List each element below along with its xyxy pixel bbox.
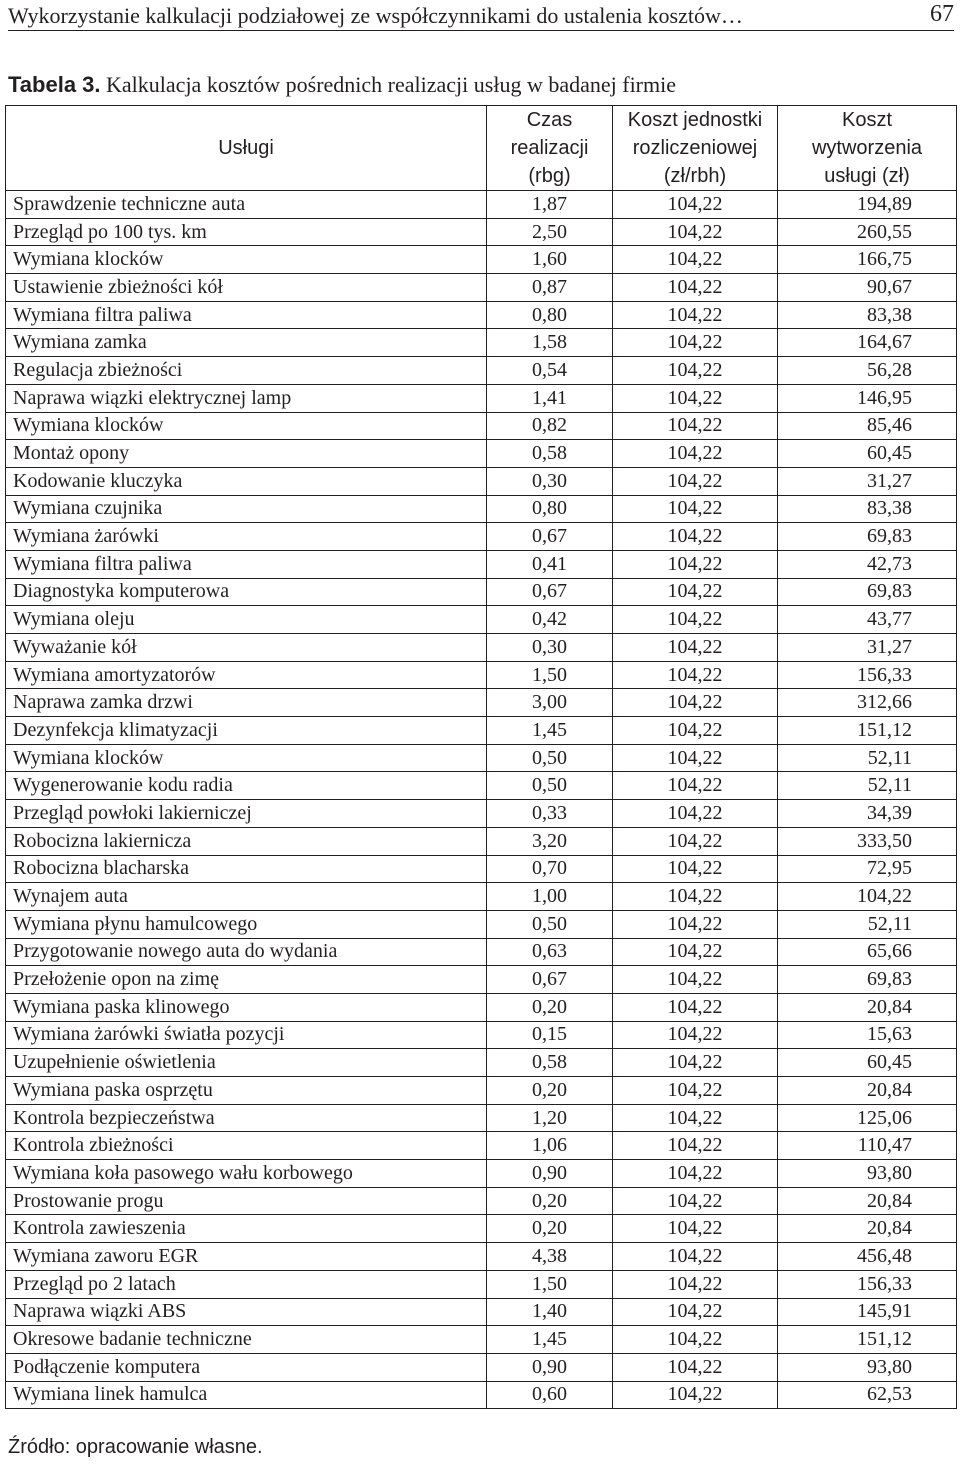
unit-cost-cell: 104,22 xyxy=(613,440,778,468)
time-cell: 1,87 xyxy=(487,191,613,219)
table-row xyxy=(6,578,957,606)
service-name-cell: Okresowe badanie techniczne xyxy=(6,1326,487,1354)
production-cost-cell: 69,83 xyxy=(778,966,957,994)
service-name-cell: Dezynfekcja klimatyzacji xyxy=(6,717,487,745)
production-cost-cell: 156,33 xyxy=(778,661,957,689)
unit-cost-cell: 104,22 xyxy=(613,1243,778,1271)
table-caption-label: Tabela 3. xyxy=(8,72,101,97)
time-cell: 0,58 xyxy=(487,1049,613,1077)
service-name-cell: Wymiana filtra paliwa xyxy=(6,550,487,578)
production-cost-cell: 20,84 xyxy=(778,1215,957,1243)
unit-cost-cell: 104,22 xyxy=(613,246,778,274)
table-row xyxy=(6,218,957,246)
production-cost-cell: 43,77 xyxy=(778,606,957,634)
table-row xyxy=(6,384,957,412)
production-cost-cell: 34,39 xyxy=(778,800,957,828)
table-row xyxy=(6,412,957,440)
service-name-cell: Wymiana filtra paliwa xyxy=(6,301,487,329)
service-name-cell: Regulacja zbieżności xyxy=(6,357,487,385)
table-header-row xyxy=(6,106,957,191)
unit-cost-cell: 104,22 xyxy=(613,772,778,800)
production-cost-cell: 15,63 xyxy=(778,1021,957,1049)
table-row xyxy=(6,938,957,966)
header-services: Usługi xyxy=(6,106,487,191)
service-name-cell: Kontrola bezpieczeństwa xyxy=(6,1104,487,1132)
unit-cost-cell: 104,22 xyxy=(613,1104,778,1132)
production-cost-cell: 69,83 xyxy=(778,578,957,606)
time-cell: 0,50 xyxy=(487,744,613,772)
unit-cost-cell: 104,22 xyxy=(613,384,778,412)
table-row xyxy=(6,634,957,662)
service-name-cell: Montaż opony xyxy=(6,440,487,468)
time-cell: 0,90 xyxy=(487,1160,613,1188)
table-row xyxy=(6,440,957,468)
production-cost-cell: 85,46 xyxy=(778,412,957,440)
service-name-cell: Przegląd po 2 latach xyxy=(6,1270,487,1298)
unit-cost-cell: 104,22 xyxy=(613,993,778,1021)
service-name-cell: Uzupełnienie oświetlenia xyxy=(6,1049,487,1077)
table-row xyxy=(6,827,957,855)
table-caption xyxy=(8,72,676,98)
service-name-cell: Przegląd powłoki lakierniczej xyxy=(6,800,487,828)
time-cell: 1,41 xyxy=(487,384,613,412)
time-cell: 0,90 xyxy=(487,1353,613,1381)
service-name-cell: Przegląd po 100 tys. km xyxy=(6,218,487,246)
production-cost-cell: 83,38 xyxy=(778,301,957,329)
time-cell: 0,63 xyxy=(487,938,613,966)
production-cost-cell: 52,11 xyxy=(778,910,957,938)
unit-cost-cell: 104,22 xyxy=(613,412,778,440)
time-cell: 1,50 xyxy=(487,661,613,689)
service-name-cell: Naprawa wiązki elektrycznej lamp xyxy=(6,384,487,412)
table-row xyxy=(6,966,957,994)
service-name-cell: Wymiana klocków xyxy=(6,246,487,274)
cost-table xyxy=(5,105,957,1409)
table-row xyxy=(6,1049,957,1077)
production-cost-cell: 166,75 xyxy=(778,246,957,274)
production-cost-cell: 260,55 xyxy=(778,218,957,246)
service-name-cell: Diagnostyka komputerowa xyxy=(6,578,487,606)
time-cell: 0,60 xyxy=(487,1381,613,1409)
unit-cost-cell: 104,22 xyxy=(613,1077,778,1105)
time-cell: 0,67 xyxy=(487,578,613,606)
production-cost-cell: 69,83 xyxy=(778,523,957,551)
table-row xyxy=(6,1326,957,1354)
service-name-cell: Podłączenie komputera xyxy=(6,1353,487,1381)
unit-cost-cell: 104,22 xyxy=(613,329,778,357)
unit-cost-cell: 104,22 xyxy=(613,938,778,966)
header-time: Czas realizacji (rbg) xyxy=(487,106,613,191)
service-name-cell: Naprawa zamka drzwi xyxy=(6,689,487,717)
service-name-cell: Wymiana czujnika xyxy=(6,495,487,523)
production-cost-cell: 312,66 xyxy=(778,689,957,717)
service-name-cell: Przełożenie opon na zimę xyxy=(6,966,487,994)
production-cost-cell: 62,53 xyxy=(778,1381,957,1409)
unit-cost-cell: 104,22 xyxy=(613,1049,778,1077)
time-cell: 1,60 xyxy=(487,246,613,274)
table-row xyxy=(6,744,957,772)
table-row xyxy=(6,329,957,357)
unit-cost-cell: 104,22 xyxy=(613,717,778,745)
table-row xyxy=(6,800,957,828)
service-name-cell: Naprawa wiązki ABS xyxy=(6,1298,487,1326)
time-cell: 4,38 xyxy=(487,1243,613,1271)
table-row xyxy=(6,301,957,329)
time-cell: 0,20 xyxy=(487,993,613,1021)
time-cell: 0,58 xyxy=(487,440,613,468)
unit-cost-cell: 104,22 xyxy=(613,855,778,883)
unit-cost-cell: 104,22 xyxy=(613,883,778,911)
unit-cost-cell: 104,22 xyxy=(613,550,778,578)
time-cell: 0,20 xyxy=(487,1187,613,1215)
table-row xyxy=(6,467,957,495)
unit-cost-cell: 104,22 xyxy=(613,1326,778,1354)
production-cost-cell: 42,73 xyxy=(778,550,957,578)
table-row xyxy=(6,1021,957,1049)
time-cell: 0,42 xyxy=(487,606,613,634)
time-cell: 0,87 xyxy=(487,274,613,302)
unit-cost-cell: 104,22 xyxy=(613,661,778,689)
service-name-cell: Wygenerowanie kodu radia xyxy=(6,772,487,800)
unit-cost-cell: 104,22 xyxy=(613,1270,778,1298)
service-name-cell: Wymiana płynu hamulcowego xyxy=(6,910,487,938)
time-cell: 0,33 xyxy=(487,800,613,828)
table-row xyxy=(6,1077,957,1105)
unit-cost-cell: 104,22 xyxy=(613,1353,778,1381)
time-cell: 3,00 xyxy=(487,689,613,717)
production-cost-cell: 151,12 xyxy=(778,1326,957,1354)
time-cell: 0,20 xyxy=(487,1077,613,1105)
production-cost-cell: 52,11 xyxy=(778,744,957,772)
unit-cost-cell: 104,22 xyxy=(613,523,778,551)
time-cell: 1,50 xyxy=(487,1270,613,1298)
table-row xyxy=(6,191,957,219)
production-cost-cell: 20,84 xyxy=(778,1187,957,1215)
service-name-cell: Kodowanie kluczyka xyxy=(6,467,487,495)
service-name-cell: Wymiana paska klinowego xyxy=(6,993,487,1021)
service-name-cell: Prostowanie progu xyxy=(6,1187,487,1215)
time-cell: 0,20 xyxy=(487,1215,613,1243)
table-row xyxy=(6,1243,957,1271)
table-row xyxy=(6,246,957,274)
service-name-cell: Wymiana klocków xyxy=(6,412,487,440)
table-row xyxy=(6,1353,957,1381)
service-name-cell: Wymiana klocków xyxy=(6,744,487,772)
production-cost-cell: 60,45 xyxy=(778,1049,957,1077)
unit-cost-cell: 104,22 xyxy=(613,1132,778,1160)
service-name-cell: Kontrola zbieżności xyxy=(6,1132,487,1160)
table-row xyxy=(6,883,957,911)
table-row xyxy=(6,1132,957,1160)
table-row xyxy=(6,1187,957,1215)
time-cell: 0,50 xyxy=(487,910,613,938)
unit-cost-cell: 104,22 xyxy=(613,1160,778,1188)
production-cost-cell: 20,84 xyxy=(778,993,957,1021)
unit-cost-cell: 104,22 xyxy=(613,1298,778,1326)
running-header xyxy=(8,0,954,31)
production-cost-cell: 164,67 xyxy=(778,329,957,357)
table-row xyxy=(6,689,957,717)
unit-cost-cell: 104,22 xyxy=(613,357,778,385)
time-cell: 2,50 xyxy=(487,218,613,246)
time-cell: 0,15 xyxy=(487,1021,613,1049)
table-row xyxy=(6,1104,957,1132)
table-row xyxy=(6,910,957,938)
table-row xyxy=(6,772,957,800)
time-cell: 0,80 xyxy=(487,301,613,329)
header-unit-cost: Koszt jednostki rozliczeniowej (zł/rbh) xyxy=(613,106,778,191)
unit-cost-cell: 104,22 xyxy=(613,301,778,329)
time-cell: 0,50 xyxy=(487,772,613,800)
time-cell: 0,80 xyxy=(487,495,613,523)
production-cost-cell: 83,38 xyxy=(778,495,957,523)
source-note: Źródło: opracowanie własne. xyxy=(8,1436,263,1458)
table-row xyxy=(6,495,957,523)
service-name-cell: Wymiana linek hamulca xyxy=(6,1381,487,1409)
table-row xyxy=(6,550,957,578)
service-name-cell: Wymiana koła pasowego wału korbowego xyxy=(6,1160,487,1188)
table-row xyxy=(6,274,957,302)
service-name-cell: Kontrola zawieszenia xyxy=(6,1215,487,1243)
table-row xyxy=(6,1160,957,1188)
service-name-cell: Wynajem auta xyxy=(6,883,487,911)
unit-cost-cell: 104,22 xyxy=(613,689,778,717)
time-cell: 0,70 xyxy=(487,855,613,883)
production-cost-cell: 125,06 xyxy=(778,1104,957,1132)
production-cost-cell: 93,80 xyxy=(778,1353,957,1381)
service-name-cell: Robocizna blacharska xyxy=(6,855,487,883)
header-production-cost: Koszt wytworzenia usługi (zł) xyxy=(778,106,957,191)
time-cell: 1,20 xyxy=(487,1104,613,1132)
production-cost-cell: 31,27 xyxy=(778,467,957,495)
time-cell: 0,67 xyxy=(487,523,613,551)
running-header-title: Wykorzystanie kalkulacji podziałowej ze współczynnikami do ustalenia kosztów… xyxy=(8,3,743,28)
table-row xyxy=(6,993,957,1021)
table-row xyxy=(6,357,957,385)
time-cell: 1,45 xyxy=(487,717,613,745)
time-cell: 0,67 xyxy=(487,966,613,994)
service-name-cell: Robocizna lakiernicza xyxy=(6,827,487,855)
unit-cost-cell: 104,22 xyxy=(613,744,778,772)
unit-cost-cell: 104,22 xyxy=(613,467,778,495)
time-cell: 1,00 xyxy=(487,883,613,911)
production-cost-cell: 56,28 xyxy=(778,357,957,385)
table-row xyxy=(6,1298,957,1326)
table-row xyxy=(6,717,957,745)
production-cost-cell: 156,33 xyxy=(778,1270,957,1298)
time-cell: 0,41 xyxy=(487,550,613,578)
time-cell: 0,30 xyxy=(487,467,613,495)
production-cost-cell: 333,50 xyxy=(778,827,957,855)
unit-cost-cell: 104,22 xyxy=(613,495,778,523)
unit-cost-cell: 104,22 xyxy=(613,274,778,302)
table-row xyxy=(6,855,957,883)
production-cost-cell: 20,84 xyxy=(778,1077,957,1105)
production-cost-cell: 31,27 xyxy=(778,634,957,662)
time-cell: 1,58 xyxy=(487,329,613,357)
time-cell: 0,30 xyxy=(487,634,613,662)
production-cost-cell: 110,47 xyxy=(778,1132,957,1160)
table-row xyxy=(6,523,957,551)
unit-cost-cell: 104,22 xyxy=(613,827,778,855)
service-name-cell: Przygotowanie nowego auta do wydania xyxy=(6,938,487,966)
production-cost-cell: 72,95 xyxy=(778,855,957,883)
production-cost-cell: 90,67 xyxy=(778,274,957,302)
service-name-cell: Wymiana oleju xyxy=(6,606,487,634)
production-cost-cell: 60,45 xyxy=(778,440,957,468)
unit-cost-cell: 104,22 xyxy=(613,800,778,828)
unit-cost-cell: 104,22 xyxy=(613,1381,778,1409)
table-row xyxy=(6,606,957,634)
production-cost-cell: 93,80 xyxy=(778,1160,957,1188)
service-name-cell: Wymiana żarówki światła pozycji xyxy=(6,1021,487,1049)
unit-cost-cell: 104,22 xyxy=(613,218,778,246)
unit-cost-cell: 104,22 xyxy=(613,966,778,994)
production-cost-cell: 104,22 xyxy=(778,883,957,911)
service-name-cell: Wyważanie kół xyxy=(6,634,487,662)
production-cost-cell: 194,89 xyxy=(778,191,957,219)
unit-cost-cell: 104,22 xyxy=(613,606,778,634)
unit-cost-cell: 104,22 xyxy=(613,1021,778,1049)
time-cell: 3,20 xyxy=(487,827,613,855)
service-name-cell: Wymiana żarówki xyxy=(6,523,487,551)
service-name-cell: Wymiana amortyzatorów xyxy=(6,661,487,689)
table-row xyxy=(6,661,957,689)
unit-cost-cell: 104,22 xyxy=(613,191,778,219)
table-row xyxy=(6,1215,957,1243)
table-body xyxy=(6,191,957,1409)
time-cell: 1,40 xyxy=(487,1298,613,1326)
production-cost-cell: 151,12 xyxy=(778,717,957,745)
production-cost-cell: 52,11 xyxy=(778,772,957,800)
time-cell: 1,45 xyxy=(487,1326,613,1354)
service-name-cell: Sprawdzenie techniczne auta xyxy=(6,191,487,219)
service-name-cell: Wymiana paska osprzętu xyxy=(6,1077,487,1105)
service-name-cell: Ustawienie zbieżności kół xyxy=(6,274,487,302)
unit-cost-cell: 104,22 xyxy=(613,578,778,606)
page-number: 67 xyxy=(930,1,954,27)
time-cell: 0,82 xyxy=(487,412,613,440)
production-cost-cell: 65,66 xyxy=(778,938,957,966)
production-cost-cell: 456,48 xyxy=(778,1243,957,1271)
service-name-cell: Wymiana zaworu EGR xyxy=(6,1243,487,1271)
unit-cost-cell: 104,22 xyxy=(613,634,778,662)
unit-cost-cell: 104,22 xyxy=(613,910,778,938)
production-cost-cell: 146,95 xyxy=(778,384,957,412)
time-cell: 0,54 xyxy=(487,357,613,385)
table-caption-text: Kalkulacja kosztów pośrednich realizacji usług w badanej firmie xyxy=(100,72,676,97)
table-row xyxy=(6,1381,957,1409)
time-cell: 1,06 xyxy=(487,1132,613,1160)
unit-cost-cell: 104,22 xyxy=(613,1187,778,1215)
production-cost-cell: 145,91 xyxy=(778,1298,957,1326)
table-row xyxy=(6,1270,957,1298)
service-name-cell: Wymiana zamka xyxy=(6,329,487,357)
unit-cost-cell: 104,22 xyxy=(613,1215,778,1243)
